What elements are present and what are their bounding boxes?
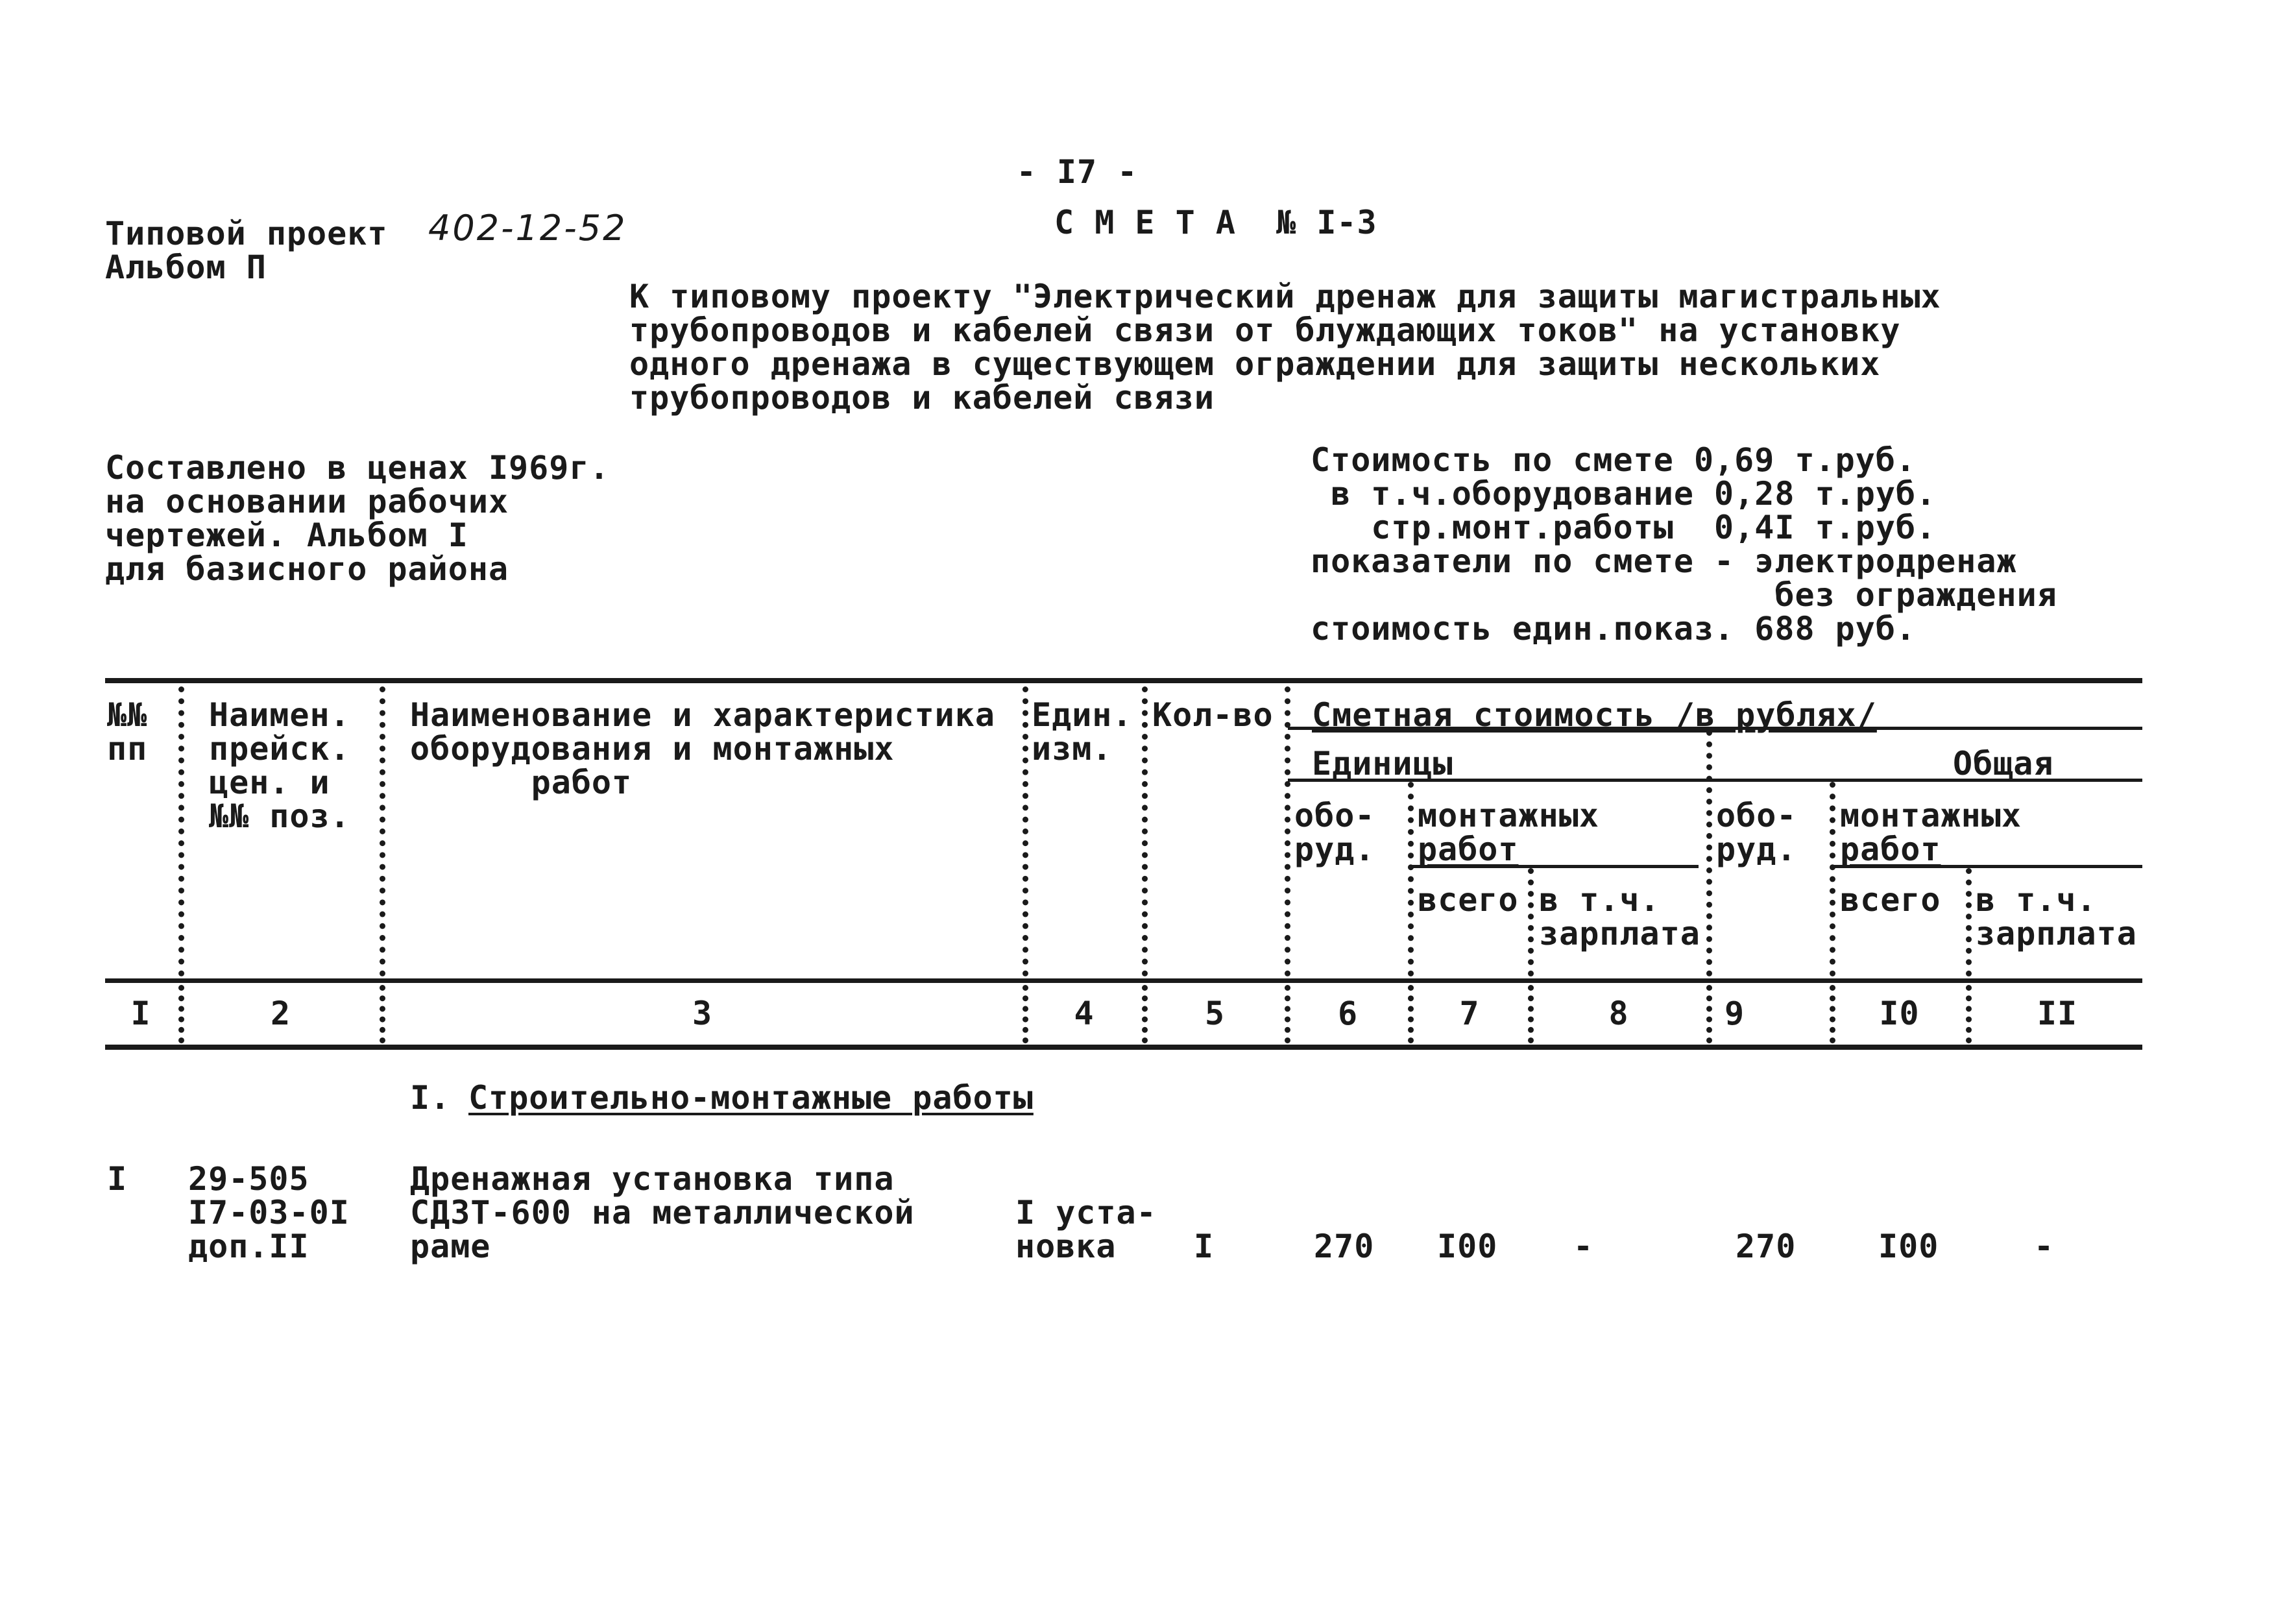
row-unit-install-wage: - — [1573, 1228, 1594, 1265]
project-label: Типовой проект — [105, 215, 388, 252]
col-sep — [1966, 985, 1972, 1043]
col-sep — [1830, 782, 1835, 976]
cost-line: стоимость един.показ. 688 руб. — [1311, 610, 1917, 648]
th-estimate: Сметная стоимость /в рублях/ — [1312, 696, 1877, 734]
column-number: 9 — [1724, 995, 1745, 1032]
th-incl: зарплата — [1539, 915, 1700, 952]
col-sep — [1528, 868, 1534, 976]
column-number: I0 — [1879, 995, 1920, 1032]
cost-line: стр.монт.работы 0,4I т.руб. — [1311, 509, 1937, 546]
col-sep — [178, 985, 184, 1043]
description-line: одного дренажа в существующем ограждении для защиты нескольких — [629, 345, 1881, 383]
th-unit: Един. — [1032, 696, 1133, 734]
description-line: трубопроводов и кабелей связи от блуждающих токов" на установку — [629, 311, 1901, 349]
cost-line: Стоимость по смете 0,69 т.руб. — [1311, 441, 1917, 479]
th-price-ref: цен. и — [209, 764, 330, 801]
th-price-ref: №№ поз. — [209, 797, 350, 835]
th-install: работ — [1840, 830, 1941, 868]
cost-line: без ограждения — [1311, 576, 2057, 614]
th-num: №№ — [107, 696, 148, 734]
th-install: монтажных — [1418, 797, 1599, 834]
th-total-sub: всего — [1840, 881, 1941, 919]
project-number: 402-12-52 — [428, 208, 627, 248]
album-label: Альбом П — [105, 248, 267, 286]
col-sep — [1966, 868, 1972, 976]
th-equip: обо- — [1716, 797, 1797, 834]
column-number: 5 — [1204, 995, 1226, 1032]
section-title: Строительно-монтажные работы — [468, 1079, 1034, 1117]
col-sep — [1022, 985, 1028, 1043]
col-sep — [1408, 782, 1414, 976]
row-num: I — [107, 1160, 128, 1198]
th-unit-group: Единицы — [1312, 745, 1453, 782]
column-number: 6 — [1337, 995, 1359, 1032]
col-sep — [1142, 985, 1148, 1043]
basis-line: для базисного района — [105, 550, 509, 588]
col-sep — [1142, 686, 1148, 976]
th-equip: обо- — [1294, 797, 1375, 834]
description-line: К типовому проекту "Электрический дренаж для защиты магистральных — [629, 278, 1941, 315]
th-total-sub: всего — [1418, 881, 1519, 919]
row-total-equip: 270 — [1736, 1228, 1797, 1265]
col-sep — [1408, 985, 1414, 1043]
th-incl: в т.ч. — [1976, 881, 2097, 919]
row-name: Дренажная установка типа — [410, 1160, 895, 1198]
th-unit: изм. — [1032, 730, 1113, 768]
col-sep — [1285, 686, 1290, 976]
row-total-install-total: I00 — [1878, 1228, 1939, 1265]
th-install: работ — [1418, 830, 1519, 868]
column-number: 4 — [1074, 995, 1095, 1032]
row-ref: 29-505 — [188, 1160, 309, 1198]
column-number: 3 — [692, 995, 713, 1032]
th-total-group: Общая — [1953, 745, 2054, 782]
col-sep — [1830, 985, 1835, 1043]
col-sep — [1528, 985, 1534, 1043]
cost-line: показатели по смете - электродренаж — [1311, 542, 2017, 580]
th-equip: руд. — [1294, 830, 1375, 868]
cost-line: в т.ч.оборудование 0,28 т.руб. — [1311, 475, 1937, 513]
th-price-ref: прейск. — [209, 730, 350, 768]
section-number: I. — [410, 1079, 451, 1117]
col-sep — [380, 686, 385, 976]
row-ref: I7-03-0I — [188, 1194, 350, 1231]
col-sep — [1706, 730, 1712, 976]
row-unit-equip: 270 — [1314, 1228, 1375, 1265]
smeta-title: С М Е Т А № I-3 — [1054, 204, 1377, 241]
basis-line: Составлено в ценах I969г. — [105, 449, 610, 487]
th-install: монтажных — [1840, 797, 2022, 834]
column-number: I — [130, 995, 151, 1032]
column-number: II — [2037, 995, 2078, 1032]
table-top-rule — [105, 678, 2142, 683]
col-sep — [1706, 985, 1712, 1043]
row-unit: новка — [1015, 1228, 1117, 1265]
column-number: 8 — [1608, 995, 1629, 1032]
row-ref: доп.II — [188, 1228, 309, 1265]
row-unit-install-total: I00 — [1437, 1228, 1498, 1265]
row-total-install-wage: - — [2034, 1228, 2055, 1265]
description-line: трубопроводов и кабелей связи — [629, 379, 1215, 417]
col-sep — [1285, 985, 1290, 1043]
basis-line: на основании рабочих — [105, 483, 509, 520]
basis-line: чертежей. Альбом I — [105, 516, 468, 554]
column-number: 2 — [270, 995, 291, 1032]
page-number: - I7 - — [1016, 153, 1138, 191]
th-name: оборудования и монтажных — [410, 730, 895, 768]
col-sep — [1022, 686, 1028, 976]
th-price-ref: Наимен. — [209, 696, 350, 734]
col-sep — [178, 686, 184, 976]
row-name: СДЗТ-600 на металлической — [410, 1194, 915, 1231]
table-bottom-rule — [105, 1045, 2142, 1050]
table-header-bottom-rule — [105, 978, 2142, 983]
th-name: работ — [410, 764, 633, 801]
col-sep — [380, 985, 385, 1043]
row-unit: I уста- — [1015, 1194, 1157, 1231]
th-qty: Кол-во — [1152, 696, 1274, 734]
th-num: пп — [107, 730, 148, 768]
row-name: раме — [410, 1228, 491, 1265]
th-incl: в т.ч. — [1539, 881, 1660, 919]
row-qty: I — [1194, 1228, 1215, 1265]
th-incl: зарплата — [1976, 915, 2137, 952]
column-number: 7 — [1459, 995, 1480, 1032]
th-name: Наименование и характеристика — [410, 696, 995, 734]
th-equip: руд. — [1716, 830, 1797, 868]
